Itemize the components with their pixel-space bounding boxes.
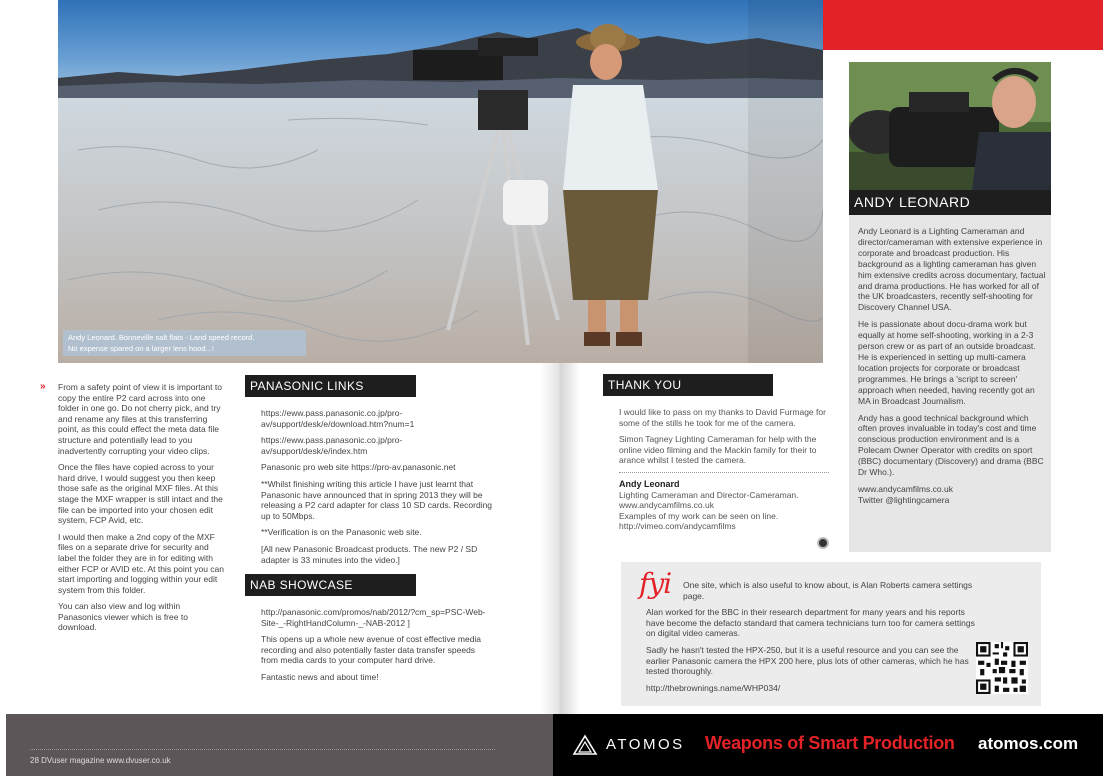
bio-paragraph: Andy Leonard is a Lighting Cameraman and director/cameraman with extensive experience in corporate and broadcast production. His background as a lighting cameraman has given him extensive credits across documentary, factual and drama productions. He has worked for all of the UK broadcasters, recently self-shooting for Discovery Channel USA. (858, 226, 1046, 313)
thank-you-heading: THANK YOU (603, 374, 773, 396)
fyi-paragraph: Alan worked for the BBC in their research department for many years and his reports have become the defacto standard that camera technicians turn too for camera settings on digital video cameras. (646, 607, 975, 639)
footer-dotted-rule (30, 749, 495, 750)
top-red-band (823, 0, 1103, 50)
fyi-link[interactable]: http://thebrownings.name/WHP034/ (646, 682, 781, 693)
article-paragraph: I would like to pass on my thanks to David Furmage for some of the stills he took for me of the camera. (619, 407, 826, 428)
fyi-logo: fyi (639, 567, 672, 600)
qr-code-icon[interactable] (976, 642, 1028, 694)
link-paragraph[interactable]: https://eww.pass.panasonic.co.jp/pro-av/support/desk/e/download.htm?num=1 (261, 408, 415, 429)
nab-showcase-body (261, 607, 493, 689)
article-paragraph: Once the files have copied across to your hard drive, I would suggest you then keep those safe as the original MXF files. At this stage the MXF wrapper is still intact and the file can be imported into your chosen edit system, FCP Avid, etc. (58, 462, 223, 526)
panasonic-links-body (261, 408, 493, 571)
bio-paragraph: He is passionate about docu-drama work but equally at home self-shooting, working in a 2-3 person crew or as part of an outside broadcast. He is experienced in setting up multi-camera location projects for corporate or broadcast programmes. He brings a 'script to screen' approach when needed, having recently got an MA in Broadcast Journalism. (858, 319, 1036, 406)
atomos-brand: ATOMOS (606, 736, 685, 753)
nab-showcase-heading: NAB SHOWCASE (245, 574, 416, 596)
end-of-article-icon (817, 537, 829, 549)
article-paragraph: [All new Panasonic Broadcast products. The new P2 / SD adapter is 33 minutes into the video.] (261, 543, 478, 565)
bio-twitter-link[interactable]: Twitter @lightingcamera (858, 494, 950, 505)
chevron-right-icon: » (40, 381, 46, 392)
article-paragraph: I would then make a 2nd copy of the MXF files on a separate drive for security and label the folder they are in for editing with either FCP or AVID etc. At this point you can start importing and logging within your edit system from this folder. (58, 531, 224, 595)
left-article-column (58, 382, 226, 639)
hero-caption (63, 330, 306, 356)
link-paragraph[interactable]: http://panasonic.com/promos/nab/2012/?cm_sp=PSC-Web-Site-_-RightHandColumn-_-NAB-2012 ] (261, 607, 486, 628)
salt-flats-cameraman-image (58, 0, 823, 363)
fyi-body (646, 580, 976, 699)
link-paragraph[interactable]: Panasonic pro web site https://pro-av.panasonic.net (261, 462, 456, 473)
thank-you-body (619, 407, 829, 532)
footer-left (6, 714, 553, 776)
article-paragraph: Simon Tagney Lighting Cameraman for help with the online video filming and the Mackin family for their to arance whilst I tested the camera. (619, 434, 817, 466)
hero-caption-line-1: Andy Leonard. Bonneville salt flats - Land speed record. (68, 333, 255, 342)
bio-website-link[interactable]: www.andycamfilms.co.uk (858, 483, 953, 494)
article-paragraph: **Verification is on the Panasonic web site. (261, 527, 422, 538)
atomos-tagline: Weapons of Smart Production (705, 733, 955, 753)
bio-paragraph: Andy has a good technical background which often proves invaluable in today's cost and time conscious production environment and is a Polecam Owner Operator with credits on sport (BBC) documentary (Discovery) and drama (BBC Dr Who.). (858, 412, 1044, 478)
article-paragraph: You can also view and log within Panasonics viewer which is free to download. (58, 601, 188, 633)
fyi-paragraph: Sadly he hasn't tested the HPX-250, but it is a useful resource and you can see the earlier Panasonic camera the HPX 200 here, plus lots of other cameras, which he has tested thoroughly. (646, 644, 969, 677)
dotted-divider (619, 472, 829, 473)
author-vimeo-link[interactable]: http://vimeo.com/andycamfilms (619, 521, 736, 532)
author-examples: Examples of my work can be seen on line. (619, 510, 779, 521)
panasonic-links-heading: PANASONIC LINKS (245, 375, 416, 397)
fyi-paragraph: One site, which is also useful to know about, is Alan Roberts camera settings page. (683, 580, 973, 601)
article-paragraph: From a safety point of view it is important to copy the entire P2 card across into one folder in one go. Do not cherry pick, and try and rename any files at this transferring point, as this could effect the meta data file structure and potentially lead to you inadvertently corrupting your video clips. (58, 382, 222, 456)
page-gutter-shadow (540, 363, 580, 714)
atomos-url-link[interactable]: atomos.com (978, 734, 1079, 753)
bio-title: ANDY LEONARD (849, 190, 1051, 215)
bio-body (858, 226, 1046, 506)
author-website-link[interactable]: www.andycamfilms.co.uk (619, 500, 714, 511)
hero-photo (58, 0, 823, 363)
atomos-logo-icon (572, 734, 598, 756)
article-paragraph: **Whilst finishing writing this article I have just learnt that Panasonic have announced that in spring 2013 they will be releasing a P2 card adapter for class 10 SD cards. Recording up to 50Mbps. (261, 478, 493, 521)
author-name: Andy Leonard (619, 478, 680, 489)
article-paragraph: Fantastic news and about time! (261, 671, 379, 682)
page-folio: 28 DVuser magazine www.dvuser.co.uk (30, 756, 171, 765)
author-role: Lighting Cameraman and Director-Cameraman. (619, 489, 799, 500)
hero-caption-line-2: No expense spared on a larger lens hood...! (68, 344, 214, 353)
link-paragraph[interactable]: https://eww.pass.panasonic.co.jp/pro-av/support/desk/e/index.htm (261, 435, 403, 456)
article-paragraph: This opens up a whole new avenue of cost effective media recording and also potentially faster data transfer speeds from media cards to your computer hard drive. (261, 634, 482, 666)
